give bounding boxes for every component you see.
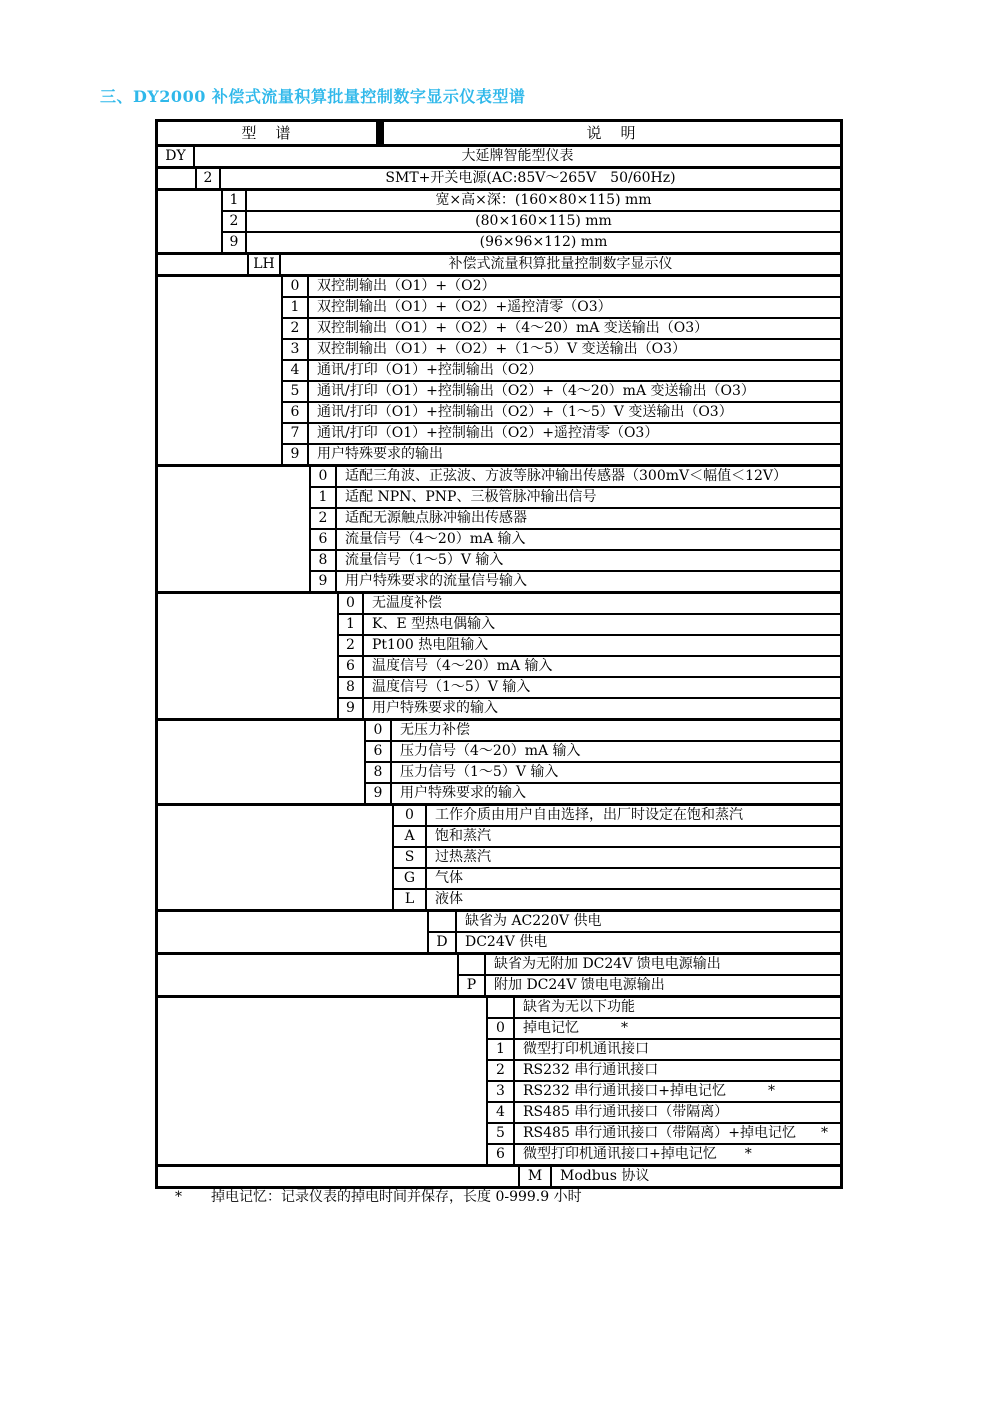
code-cell: 6 (364, 742, 392, 761)
description-cell: 大延牌智能型仪表 (461, 148, 574, 164)
model-row (337, 676, 840, 697)
group-temperature-input (158, 591, 840, 718)
model-row (457, 955, 840, 974)
code-cell: 8 (337, 678, 364, 697)
group-feed-power-output (158, 952, 840, 995)
model-row (392, 888, 840, 909)
description-cell: DC24V 供电 (465, 934, 548, 950)
description-cell: 适配无源触点脉冲输出传感器 (345, 510, 527, 526)
model-row (364, 721, 840, 740)
model-row (486, 1080, 840, 1101)
model-row (281, 338, 840, 359)
model-row (337, 634, 840, 655)
code-cell: 2 (309, 509, 337, 528)
code-cell: DY (158, 147, 195, 166)
code-cell: 5 (486, 1124, 515, 1143)
model-row (309, 549, 840, 570)
model-row (486, 1017, 840, 1038)
model-row (309, 467, 840, 486)
code-cell (427, 912, 457, 931)
description-cell: 双控制输出（O1）+（O2）+（4～20）mA 变送输出（O3） (317, 320, 709, 336)
description-cell: 掉电记忆 * (523, 1020, 628, 1036)
model-row (281, 317, 840, 338)
model-row (392, 825, 840, 846)
description-cell: RS232 串行通讯接口 (523, 1062, 659, 1078)
description-cell: 气体 (435, 870, 463, 886)
model-row (486, 1059, 840, 1080)
description-cell: 温度信号（1～5）V 输入 (372, 679, 531, 695)
description-cell: 压力信号（4～20）mA 输入 (400, 743, 581, 759)
model-row (486, 1038, 840, 1059)
description-cell: 附加 DC24V 馈电电源输出 (494, 977, 665, 993)
code-cell: 5 (281, 382, 309, 401)
code-cell: 0 (364, 721, 392, 740)
model-row (281, 380, 840, 401)
description-cell: 双控制输出（O1）+（O2）+（1～5）V 变送输出（O3） (317, 341, 686, 357)
description-cell: 缺省为无以下功能 (523, 999, 635, 1015)
code-cell: S (392, 848, 427, 867)
description-cell: 用户特殊要求的输入 (372, 700, 498, 716)
model-row (392, 846, 840, 867)
code-cell: 7 (281, 424, 309, 443)
group-supply-voltage (158, 909, 840, 952)
model-row (221, 191, 840, 210)
description-cell: RS232 串行通讯接口+掉电记忆 * (523, 1083, 776, 1099)
code-cell (457, 955, 486, 974)
description-cell: 微型打印机通讯接口+掉电记忆 * (523, 1146, 752, 1162)
code-cell: 1 (337, 615, 364, 634)
group-spacer (158, 806, 392, 909)
header-divider (376, 122, 384, 144)
model-row (309, 486, 840, 507)
description-cell: 用户特殊要求的流量信号输入 (345, 573, 527, 589)
code-cell: 0 (309, 467, 337, 486)
model-row (309, 507, 840, 528)
model-row (427, 912, 840, 931)
code-cell: M (518, 1167, 552, 1186)
group-working-medium (158, 803, 840, 909)
code-cell: 2 (221, 212, 247, 231)
code-cell: 6 (337, 657, 364, 676)
footnote (175, 1186, 582, 1206)
model-row (427, 931, 840, 952)
code-cell: 4 (486, 1103, 515, 1122)
description-cell: RS485 串行通讯接口（带隔离） (523, 1104, 729, 1120)
model-row (281, 359, 840, 380)
code-cell: 8 (364, 763, 392, 782)
model-row (247, 255, 840, 274)
code-cell: D (427, 933, 457, 952)
code-cell: LH (247, 255, 281, 274)
code-cell: 1 (309, 488, 337, 507)
model-row (281, 277, 840, 296)
model-row (337, 697, 840, 718)
code-cell: 1 (221, 191, 247, 210)
model-code-groups (158, 147, 840, 1186)
description-cell: 适配 NPN、PNP、三极管脉冲输出信号 (345, 489, 597, 505)
description-cell: Pt100 热电阻输入 (372, 637, 489, 653)
code-cell: 9 (364, 784, 392, 803)
description-cell: 用户特殊要求的输出 (317, 446, 443, 462)
model-spectrum-table (155, 119, 843, 1189)
model-row (337, 594, 840, 613)
description-cell: 缺省为无附加 DC24V 馈电电源输出 (494, 956, 721, 972)
description-cell: SMT+开关电源(AC:85V～265V 50/60Hz) (385, 170, 676, 186)
code-cell (486, 998, 515, 1017)
group-flow-signal-input (158, 464, 840, 591)
model-row (281, 296, 840, 317)
footnote-text: 掉电记忆：记录仪表的掉电时间并保存，长度 0-999.9 小时 (211, 1189, 582, 1205)
group-spacer (158, 467, 309, 591)
footnote-asterisk: * (821, 1125, 828, 1141)
code-cell: 0 (392, 806, 427, 825)
model-row (158, 147, 840, 166)
code-cell: 1 (486, 1040, 515, 1059)
code-cell: 0 (486, 1019, 515, 1038)
model-row (364, 761, 840, 782)
group-spacer (158, 169, 195, 188)
code-cell: P (457, 976, 486, 995)
model-row (457, 974, 840, 995)
group-case-size (158, 188, 840, 252)
table-header-row (158, 122, 840, 147)
header-description: 说 明 (586, 124, 638, 142)
group-protocol (158, 1164, 840, 1186)
description-cell: 微型打印机通讯接口 (523, 1041, 649, 1057)
description-cell: 无压力补偿 (400, 722, 470, 738)
header-model-spectrum: 型 谱 (241, 124, 293, 142)
model-row (364, 740, 840, 761)
description-cell: 压力信号（1～5）V 输入 (400, 764, 559, 780)
description-cell: 双控制输出（O1）+（O2） (317, 278, 496, 294)
model-row (518, 1167, 840, 1186)
page-title: 三、DY2000 补偿式流量积算批量控制数字显示仪表型谱 (100, 87, 526, 106)
group-pressure-input (158, 718, 840, 803)
description-cell: 用户特殊要求的输入 (400, 785, 526, 801)
model-row (309, 528, 840, 549)
description-cell: 宽×高×深：(160×80×115) mm (435, 192, 652, 208)
model-row (392, 806, 840, 825)
code-cell: 2 (486, 1061, 515, 1080)
code-cell: 9 (309, 572, 337, 591)
group-extra-functions (158, 995, 840, 1164)
group-spacer (158, 955, 457, 995)
group-spacer (158, 912, 427, 952)
code-cell: 3 (486, 1082, 515, 1101)
model-row (392, 867, 840, 888)
description-cell: Modbus 协议 (560, 1168, 650, 1184)
model-row (309, 570, 840, 591)
code-cell: 0 (281, 277, 309, 296)
description-cell: 通讯/打印（O1）+控制输出（O2） (317, 362, 543, 378)
model-row (195, 169, 840, 188)
model-row (364, 782, 840, 803)
group-spacer (158, 721, 364, 803)
code-cell: 6 (281, 403, 309, 422)
description-cell: 双控制输出（O1）+（O2）+遥控清零（O3） (317, 299, 612, 315)
description-cell: 通讯/打印（O1）+控制输出（O2）+遥控清零（O3） (317, 425, 659, 441)
model-row (337, 655, 840, 676)
group-series (158, 252, 840, 274)
description-cell: (96×96×112) mm (479, 234, 608, 250)
description-cell: 温度信号（4～20）mA 输入 (372, 658, 553, 674)
code-cell: 3 (281, 340, 309, 359)
description-cell: 缺省为 AC220V 供电 (465, 913, 602, 929)
model-row (221, 210, 840, 231)
description-cell: 补偿式流量积算批量控制数字显示仪 (448, 256, 673, 272)
group-spacer (158, 1167, 518, 1186)
model-row (281, 401, 840, 422)
group-brand (158, 147, 840, 166)
code-cell: 9 (281, 445, 309, 464)
description-cell: 流量信号（1～5）V 输入 (345, 552, 504, 568)
code-cell: 8 (309, 551, 337, 570)
group-spacer (158, 277, 281, 464)
description-cell: 无温度补偿 (372, 595, 442, 611)
model-row (281, 443, 840, 464)
model-row (337, 613, 840, 634)
code-cell: 6 (309, 530, 337, 549)
code-cell: 0 (337, 594, 364, 613)
description-cell: 适配三角波、正弦波、方波等脉冲输出传感器（300mV＜幅值＜12V） (345, 468, 788, 484)
code-cell: 2 (195, 169, 221, 188)
code-cell: A (392, 827, 427, 846)
group-spacer (158, 191, 221, 252)
description-cell: (80×160×115) mm (475, 213, 612, 229)
description-cell: 过热蒸汽 (435, 849, 491, 865)
group-output-type (158, 274, 840, 464)
code-cell: 9 (337, 699, 364, 718)
model-row (486, 1143, 840, 1164)
code-cell: 4 (281, 361, 309, 380)
code-cell: 9 (221, 233, 247, 252)
model-row (486, 1122, 840, 1143)
description-cell: RS485 串行通讯接口（带隔离）+掉电记忆 * (523, 1125, 828, 1141)
model-row (486, 998, 840, 1017)
code-cell: 1 (281, 298, 309, 317)
description-cell: 液体 (435, 891, 463, 907)
code-cell: 6 (486, 1145, 515, 1164)
description-cell: K、E 型热电偶输入 (372, 616, 496, 632)
model-row (281, 422, 840, 443)
footnote-asterisk: * (175, 1189, 182, 1205)
description-cell: 工作介质由用户自由选择，出厂时设定在饱和蒸汽 (435, 807, 743, 823)
group-power-source (158, 166, 840, 188)
description-cell: 饱和蒸汽 (435, 828, 491, 844)
code-cell: G (392, 869, 427, 888)
group-spacer (158, 998, 486, 1164)
description-cell: 通讯/打印（O1）+控制输出（O2）+（4～20）mA 变送输出（O3） (317, 383, 755, 399)
code-cell: L (392, 890, 427, 909)
model-row (486, 1101, 840, 1122)
group-spacer (158, 594, 337, 718)
description-cell: 通讯/打印（O1）+控制输出（O2）+（1～5）V 变送输出（O3） (317, 404, 733, 420)
code-cell: 2 (337, 636, 364, 655)
code-cell: 2 (281, 319, 309, 338)
group-spacer (158, 255, 247, 274)
description-cell: 流量信号（4～20）mA 输入 (345, 531, 526, 547)
model-row (221, 231, 840, 252)
